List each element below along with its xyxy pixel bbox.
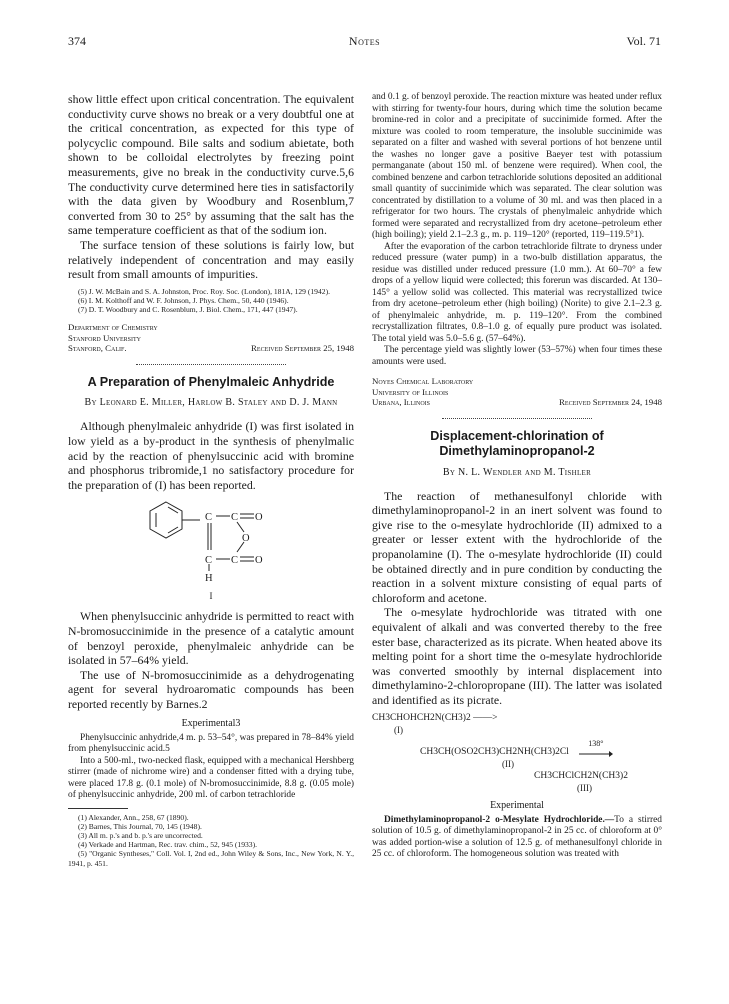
paragraph: After the evaporation of the carbon tetrachloride filtrate to dryness under reduced pressure (water pump) in a two-bulb distillation apparatus, the residue was distilled under reduced pressure (1.0 mm.). At 60–70° a few drops of a yellow liquid were collected; this forerun was discarded. At 130–145° a yellow solid was collected. This material was recrystallized twice from dry acetone–petroleum ether (high boiling) (Norite) to give 2.1–2.3 g. of phenylmaleic anhydride, m. p. 119–120°. From the combined recrystallization filtrates, 0.8–1.0 g. of equally pure product was isolated. The total yield was 5.0–5.6 g. (57–64%).: [372, 241, 662, 344]
compound-label: I: [209, 591, 213, 602]
running-title: Notes: [348, 34, 381, 48]
affiliation-line: Stanford, Calif.: [68, 343, 127, 354]
footnote: (7) D. T. Woodbury and C. Rosenblum, J. Biol. Chem., 171, 447 (1947).: [78, 305, 298, 315]
carbon-atom-label: C: [205, 555, 213, 567]
affiliation-block: [68, 322, 354, 354]
paragraph: Although phenylmaleic anhydride (I) was first isolated in low yield as a by-product in the synthesis of phenylmalic acid by the reaction of phenylsuccinic acid with bromine and phosphorus tribromide,1 no satisfactory procedure for the preparation of (I) has been reported.: [68, 419, 354, 492]
co-bond: [237, 522, 244, 532]
paragraph: The surface tension of these solutions is fairly low, but relatively independent of concentration and may easily result from small amounts of impurities.: [68, 237, 354, 282]
paragraph: and 0.1 g. of benzoyl peroxide. The reaction mixture was heated under reflux with stirring for twenty-four hours, during which time the solution became bromine-red in color and a precipitate of succinimide formed. After the mixture was cooled to room temperature, the insoluble succinimide was separated on a filter and washed with several portions of hot benzene until the washes no longer gave a positive Baeyer test with potassium permanganate (about 150 ml. of benzene were required). When cool, the combined benzene and carbon tetrachloride solutions deposited an additional small quantity of succinimide which was separated. The clear solution was concentrated by distillation to a volume of 30 ml. and was then placed in a refrigerator for two hours. The crystals of phenylmaleic anhydride which formed were separated and recrystallized from dry acetone–petroleum ether (high boiling); yield 2.1–2.3 g., m. p. 119–120° (reported, 119–119.5°1).: [372, 92, 662, 240]
run-in-heading: Dimethylaminopropanol-2 o-Mesylate Hydrochloride.—: [384, 814, 615, 825]
article-authors: By N. L. Wendler and M. Tishler: [442, 466, 592, 478]
page-number: 374: [68, 34, 86, 48]
paragraph: When phenylsuccinic anhydride is permitted to react with N-bromosuccinimide in the presence of a catalytic amount of benzoyl peroxide, phenylmaleic anhydride can be isolated in 57–64% yield.: [68, 609, 354, 668]
compound-label: (III): [577, 782, 592, 793]
received-date: Received September 25, 1948: [251, 343, 354, 354]
affiliation-block: [372, 376, 662, 408]
paragraph: Phenylsuccinic anhydride,4 m. p. 53–54°, was prepared in 78–84% yield from phenylsuccinic acid.5: [68, 732, 354, 755]
paragraph: show little effect upon critical concentration. The equivalent conductivity curve shows no break or a very doubtful one at the critical concentration, as expected for this type of polycyclic compound. Bile salts and sodium abietate, both shown to be colloidal electrolytes by freezing point measurements, give no break in the conductivity curve.5,6 The conductivity curve determined here ties in satisfactorily with the data given by Woodbury and Rosenblum,7 converted from 30 to 25° by assuming that the salt has the same temperature coefficient as that of the sodium ion.: [68, 92, 354, 238]
footnote-rule: [68, 808, 128, 809]
footnote: (5) "Organic Syntheses," Coll. Vol. I, 2nd ed., John Wiley & Sons, Inc., New York, N. Y., 1941, p. 451.: [68, 849, 354, 868]
carbon-atom-label: C: [231, 555, 239, 567]
affiliation-line: University of Illinois: [372, 386, 449, 397]
section-heading: Experimental: [490, 799, 544, 811]
footnote: (5) J. W. McBain and S. A. Johnston, Proc. Roy. Soc. (London), 181A, 129 (1942).: [78, 286, 330, 296]
benzene-ring: [150, 502, 182, 538]
divider: [136, 364, 286, 365]
page-header: [68, 34, 661, 50]
volume-label: Vol. 71: [626, 34, 661, 48]
compound-label: (I): [394, 724, 403, 735]
equation-line: CH3CHClCH2N(CH3)2: [534, 770, 628, 781]
paragraph: The reaction of methanesulfonyl chloride with dimethylaminopropanol-2 in an inert solvent was found to give rise to the o-mesylate hydrochloride (II) admixed to a greater or lesser extent with the hydrochloride of the propanolamine (I). The o-mesylate hydrochloride (II) could be obtained directly and in pure condition by conducting the reaction in a solvent mixture consisting of equal parts of chloroform and acetone.: [372, 488, 662, 605]
paragraph: [372, 815, 662, 861]
structure-diagram: [68, 496, 354, 601]
carbon-atom-label: C: [231, 512, 239, 524]
reaction-arrow: [579, 738, 613, 758]
paragraph-text: To a stirred solution of 10.5 g. of dimethylaminopropanol-2 in 25 cc. of chloroform at 0° was added portion-wise a solution of 12.5 g. of methanesulfonyl chloride in 25 cc. of chloroform. The homogeneous solution was treated with: [372, 814, 662, 860]
article-authors: By Leonard E. Miller, Harlow B. Staley and D. J. Mann: [84, 397, 338, 409]
phenylmaleic-anhydride-structure: [136, 496, 286, 588]
oxygen-atom-label: O: [242, 533, 250, 545]
footnote: (2) Barnes, This Journal, 70, 145 (1948).: [78, 821, 202, 831]
oxygen-atom-label: O: [255, 555, 263, 567]
affiliation-line: Stanford University: [68, 332, 141, 343]
paragraph: The use of N-bromosuccinimide as a dehydrogenating agent for several hydroaromatic compounds has been reported recently by Barnes.2: [68, 667, 354, 711]
received-date: Received September 24, 1948: [559, 397, 662, 407]
paragraph: Into a 500-ml., two-necked flask, equipped with a mechanical Hershberg stirrer (made of nichrome wire) and a condenser fitted with a drying tube, were placed 17.8 g. (0.1 mole) of N-bromosuccinimide, 8.8 g. (0.05 mole) of phenylsuccinic anhydride, 200 ml. of carbon tetrachloride: [68, 755, 354, 801]
section-heading: Experimental3: [181, 717, 241, 729]
hydrogen-atom-label: H: [205, 573, 213, 585]
equation-line: CH3CHOHCH2N(CH3)2 ——>: [372, 712, 498, 723]
paragraph: The o-mesylate hydrochloride was titrated with one equivalent of alkali and was converted thereby to the free ester base, characterized as its picrate. When heated above its melting point for a short time the o-mesylate hydrochloride was converted smoothly by internal displacement into dimethylamino-2-chloropropane (III). The latter was isolated and identified as its picrate.: [372, 605, 662, 707]
reaction-scheme: [372, 712, 662, 794]
right-column: [372, 92, 662, 958]
carbon-atom-label: C: [205, 512, 213, 524]
compound-label: (II): [502, 758, 514, 769]
footnote: (1) Alexander, Ann., 258, 67 (1890).: [78, 812, 189, 822]
arrow-icon: [579, 750, 613, 758]
left-column: [68, 92, 354, 958]
reaction-temperature: 138°: [588, 738, 604, 748]
oxygen-atom-label: O: [255, 512, 263, 524]
footnote: (4) Verkade and Hartman, Rec. trav. chim., 52, 945 (1933).: [78, 840, 258, 850]
article-title: Displacement-chlorination of Dimethylaminopropanol-2: [430, 428, 604, 459]
divider: [442, 418, 592, 419]
paragraph: The percentage yield was slightly lower (53–57%) when four times these amounts were used.: [372, 345, 662, 367]
article-title: A Preparation of Phenylmaleic Anhydride: [87, 374, 335, 389]
affiliation-line: Urbana, Illinois: [372, 397, 431, 407]
affiliation-line: Department of Chemistry: [68, 322, 158, 333]
footnote: (3) All m. p.'s and b. p.'s are uncorrected.: [78, 830, 203, 840]
equation-line: CH3CH(OSO2CH3)CH2NH(CH3)2Cl: [420, 746, 569, 757]
affiliation-line: Noyes Chemical Laboratory: [372, 376, 474, 386]
footnote: (6) I. M. Kolthoff and W. F. Johnson, J. Phys. Chem., 50, 440 (1946).: [78, 295, 289, 305]
